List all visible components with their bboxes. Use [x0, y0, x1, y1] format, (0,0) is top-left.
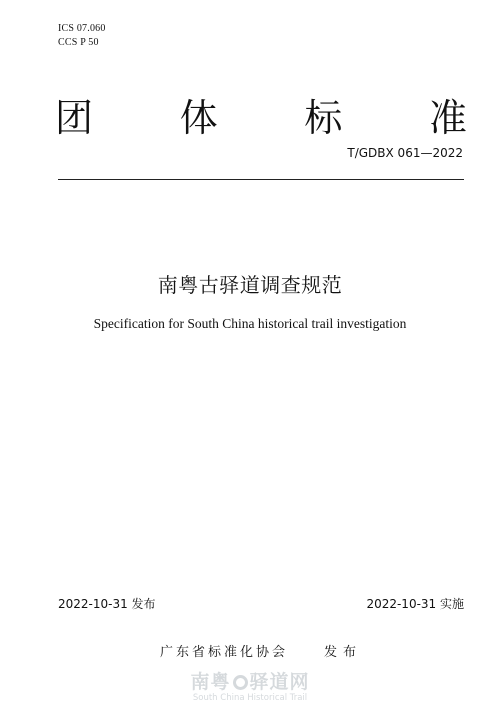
- watermark-chinese: [170, 672, 330, 692]
- watermark-cn-right: 驿道网: [249, 671, 310, 693]
- watermark-cn-left: 南粤: [190, 671, 231, 693]
- ics-code: ICS 07.060: [58, 23, 106, 34]
- title-english: Specification for South China historical trail investigation: [93, 316, 407, 331]
- ccs-code: CCS P 50: [58, 37, 99, 48]
- standard-type-char: 团: [55, 96, 94, 140]
- issuer-action: 发布: [324, 645, 363, 660]
- watermark-english: South China Historical Trail: [192, 693, 308, 703]
- standard-number: T/GDBX 061—2022: [347, 146, 463, 160]
- standard-type-char: 体: [179, 96, 218, 140]
- issue-date: 2022-10-31 发布: [58, 597, 156, 611]
- title-chinese: 南粤古驿道调查规范: [157, 273, 343, 297]
- ring-icon: [233, 675, 248, 690]
- issuer-name: 广东省标准化协会: [160, 645, 289, 660]
- standard-type-heading: [55, 96, 467, 140]
- implementation-date: 2022-10-31 实施: [366, 597, 464, 611]
- watermark-logo: [170, 672, 330, 703]
- standard-type-char: 标: [304, 96, 343, 140]
- header-divider: [58, 179, 464, 180]
- standard-type-char: 准: [428, 96, 467, 140]
